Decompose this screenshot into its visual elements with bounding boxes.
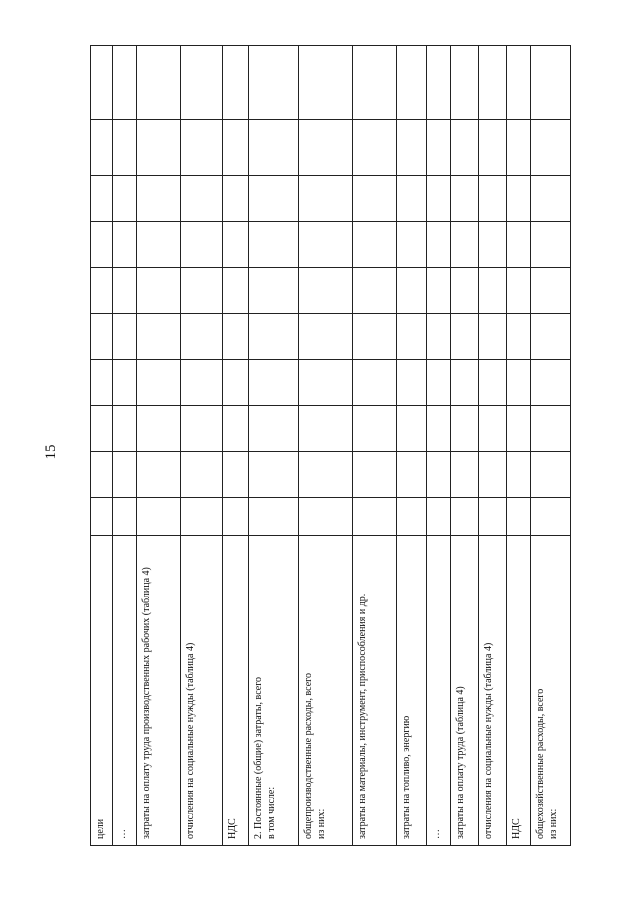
value-cell: [427, 120, 451, 176]
value-cell: [249, 406, 299, 452]
value-cell: [181, 268, 223, 314]
value-cell: [451, 498, 479, 536]
value-cell: [479, 120, 507, 176]
value-cell: [249, 120, 299, 176]
value-cell: [397, 222, 427, 268]
value-cell: [91, 406, 113, 452]
value-cell: [353, 176, 397, 222]
row-label: затраты на топливо, энергию: [397, 536, 427, 846]
value-cell: [531, 360, 571, 406]
value-cell: [113, 268, 137, 314]
row-label: НДС: [223, 536, 249, 846]
value-cell: [507, 452, 531, 498]
value-cell: [91, 222, 113, 268]
value-cell: [479, 406, 507, 452]
cost-table-container: [90, 46, 559, 846]
value-cell: [223, 268, 249, 314]
row-label: отчисления на социальные нужды (таблица 4): [479, 536, 507, 846]
value-cell: [113, 176, 137, 222]
table-row: [353, 46, 397, 846]
value-cell: [299, 498, 353, 536]
value-cell: [397, 314, 427, 360]
value-cell: [249, 498, 299, 536]
value-cell: [353, 498, 397, 536]
value-cell: [507, 498, 531, 536]
row-label: затраты на оплату труда (таблица 4): [451, 536, 479, 846]
value-cell: [299, 406, 353, 452]
value-cell: [507, 406, 531, 452]
value-cell: [91, 314, 113, 360]
value-cell: [113, 406, 137, 452]
value-cell: [427, 406, 451, 452]
table-row: [249, 46, 299, 846]
page-number: 15: [43, 444, 59, 460]
table-row: [181, 46, 223, 846]
value-cell: [299, 46, 353, 120]
value-cell: [137, 452, 181, 498]
table-row: [507, 46, 531, 846]
value-cell: [397, 120, 427, 176]
value-cell: [249, 176, 299, 222]
value-cell: [531, 222, 571, 268]
value-cell: [113, 222, 137, 268]
value-cell: [137, 268, 181, 314]
value-cell: [91, 452, 113, 498]
value-cell: [531, 498, 571, 536]
value-cell: [91, 360, 113, 406]
value-cell: [353, 360, 397, 406]
value-cell: [91, 268, 113, 314]
table-row: [397, 46, 427, 846]
row-label: цели: [91, 536, 113, 846]
value-cell: [137, 360, 181, 406]
value-cell: [397, 406, 427, 452]
table-row: [223, 46, 249, 846]
value-cell: [531, 314, 571, 360]
table-row: [137, 46, 181, 846]
value-cell: [223, 360, 249, 406]
value-cell: [507, 360, 531, 406]
value-cell: [531, 46, 571, 120]
value-cell: [181, 314, 223, 360]
value-cell: [299, 222, 353, 268]
value-cell: [451, 406, 479, 452]
value-cell: [451, 360, 479, 406]
value-cell: [531, 452, 571, 498]
value-cell: [507, 120, 531, 176]
row-label: затраты на оплату труда производственных рабочих (таблица 4): [137, 536, 181, 846]
value-cell: [223, 222, 249, 268]
value-cell: [113, 46, 137, 120]
value-cell: [353, 46, 397, 120]
value-cell: [299, 176, 353, 222]
value-cell: [427, 498, 451, 536]
value-cell: [223, 46, 249, 120]
value-cell: [91, 120, 113, 176]
value-cell: [353, 120, 397, 176]
value-cell: [223, 120, 249, 176]
value-cell: [451, 222, 479, 268]
value-cell: [507, 268, 531, 314]
value-cell: [451, 314, 479, 360]
value-cell: [479, 268, 507, 314]
value-cell: [427, 176, 451, 222]
value-cell: [181, 46, 223, 120]
row-label: …: [113, 536, 137, 846]
value-cell: [181, 406, 223, 452]
value-cell: [353, 452, 397, 498]
value-cell: [91, 46, 113, 120]
value-cell: [507, 314, 531, 360]
value-cell: [299, 268, 353, 314]
row-label: общехозяйственные расходы, всего из них:: [531, 536, 571, 846]
value-cell: [181, 360, 223, 406]
value-cell: [113, 314, 137, 360]
value-cell: [181, 452, 223, 498]
value-cell: [249, 360, 299, 406]
value-cell: [397, 176, 427, 222]
value-cell: [137, 314, 181, 360]
value-cell: [451, 452, 479, 498]
value-cell: [299, 360, 353, 406]
value-cell: [479, 222, 507, 268]
value-cell: [137, 176, 181, 222]
value-cell: [479, 452, 507, 498]
value-cell: [249, 268, 299, 314]
value-cell: [137, 120, 181, 176]
value-cell: [223, 498, 249, 536]
value-cell: [451, 46, 479, 120]
value-cell: [479, 360, 507, 406]
value-cell: [299, 120, 353, 176]
value-cell: [397, 360, 427, 406]
row-label: отчисления на социальные нужды (таблица 4): [181, 536, 223, 846]
value-cell: [223, 176, 249, 222]
value-cell: [181, 176, 223, 222]
value-cell: [451, 120, 479, 176]
value-cell: [137, 406, 181, 452]
value-cell: [451, 268, 479, 314]
value-cell: [181, 498, 223, 536]
value-cell: [113, 120, 137, 176]
cost-table: [90, 45, 571, 846]
table-row: [427, 46, 451, 846]
value-cell: [479, 498, 507, 536]
value-cell: [137, 498, 181, 536]
value-cell: [137, 222, 181, 268]
value-cell: [397, 268, 427, 314]
value-cell: [427, 46, 451, 120]
value-cell: [427, 452, 451, 498]
table-row: [299, 46, 353, 846]
value-cell: [507, 46, 531, 120]
row-label: …: [427, 536, 451, 846]
value-cell: [249, 46, 299, 120]
value-cell: [427, 314, 451, 360]
row-label: НДС: [507, 536, 531, 846]
value-cell: [397, 498, 427, 536]
value-cell: [91, 498, 113, 536]
value-cell: [353, 222, 397, 268]
value-cell: [299, 314, 353, 360]
value-cell: [113, 452, 137, 498]
table-row: [113, 46, 137, 846]
value-cell: [353, 268, 397, 314]
value-cell: [531, 120, 571, 176]
value-cell: [249, 314, 299, 360]
value-cell: [427, 360, 451, 406]
row-label: 2. Постоянные (общие) затраты, всего в том числе:: [249, 536, 299, 846]
value-cell: [451, 176, 479, 222]
table-row: [91, 46, 113, 846]
value-cell: [249, 452, 299, 498]
value-cell: [181, 222, 223, 268]
value-cell: [531, 268, 571, 314]
value-cell: [479, 314, 507, 360]
row-label: общепроизводственные расходы, всего из них:: [299, 536, 353, 846]
value-cell: [353, 314, 397, 360]
value-cell: [531, 406, 571, 452]
value-cell: [427, 268, 451, 314]
value-cell: [299, 452, 353, 498]
value-cell: [137, 46, 181, 120]
value-cell: [397, 452, 427, 498]
value-cell: [91, 176, 113, 222]
value-cell: [223, 314, 249, 360]
table-row: [479, 46, 507, 846]
value-cell: [397, 46, 427, 120]
value-cell: [479, 176, 507, 222]
value-cell: [249, 222, 299, 268]
value-cell: [223, 406, 249, 452]
table-row: [531, 46, 571, 846]
value-cell: [223, 452, 249, 498]
row-label: затраты на материалы, инструмент, приспособления и др.: [353, 536, 397, 846]
value-cell: [353, 406, 397, 452]
value-cell: [507, 176, 531, 222]
table-row: [451, 46, 479, 846]
value-cell: [113, 498, 137, 536]
value-cell: [507, 222, 531, 268]
value-cell: [113, 360, 137, 406]
value-cell: [531, 176, 571, 222]
value-cell: [479, 46, 507, 120]
value-cell: [181, 120, 223, 176]
value-cell: [427, 222, 451, 268]
